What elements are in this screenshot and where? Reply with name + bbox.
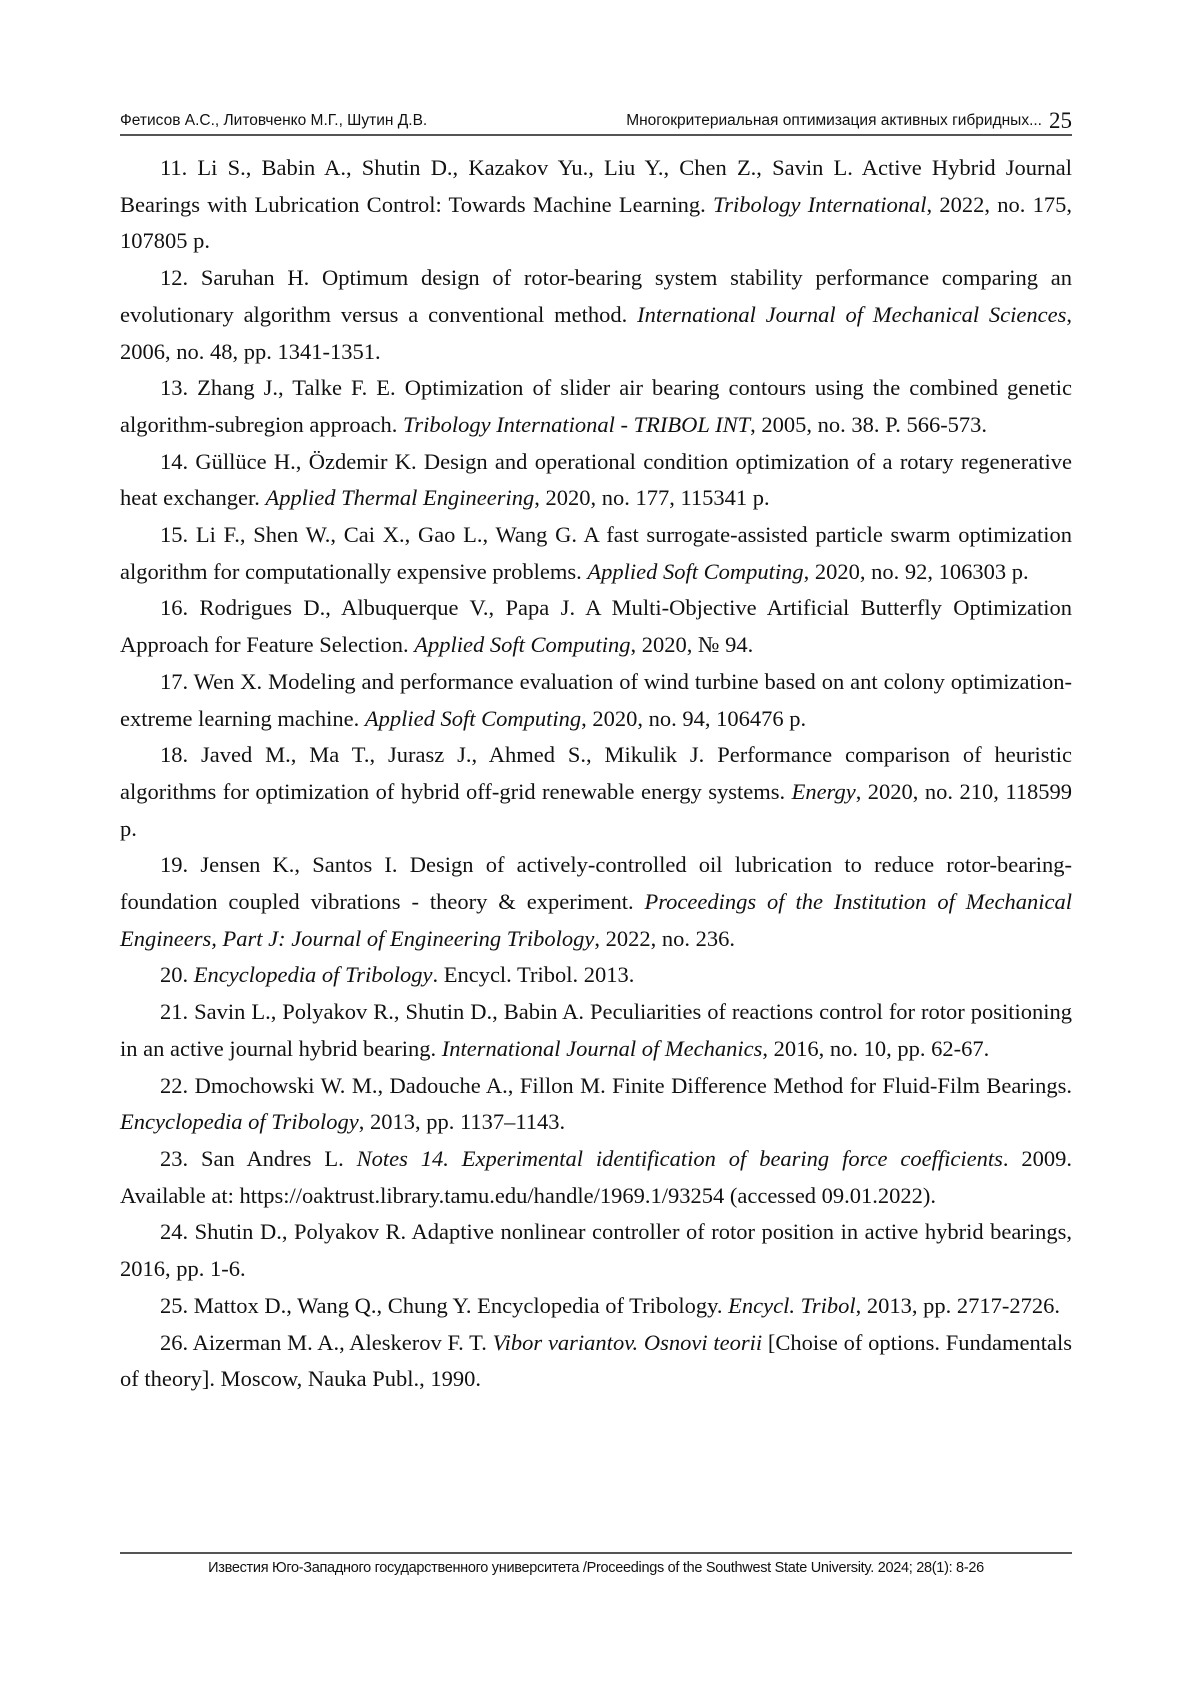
reference-source: Encyclopedia of Tribology xyxy=(194,962,433,987)
reference-source: Vibor variantov. Osnovi teorii xyxy=(493,1330,763,1355)
reference-text: 26. Aizerman M. A., Aleskerov F. T. xyxy=(160,1330,493,1355)
reference-item xyxy=(120,1214,1072,1287)
reference-text: , 2020, № 94. xyxy=(631,632,754,657)
reference-item xyxy=(120,994,1072,1067)
footer-divider xyxy=(120,1552,1072,1554)
reference-text: 20. xyxy=(160,962,194,987)
reference-source: Encyclopedia of Tribology xyxy=(120,1109,359,1134)
reference-item xyxy=(120,444,1072,517)
reference-list xyxy=(120,150,1072,1398)
reference-source: Encycl. Tribol xyxy=(728,1293,856,1318)
header-authors: Фетисов А.С., Литовченко М.Г., Шутин Д.В. xyxy=(120,112,427,130)
running-header xyxy=(120,110,1072,132)
reference-text: , 2013, pp. 1137–1143. xyxy=(359,1109,565,1134)
header-title: Многокритериальная оптимизация активных гибридных... xyxy=(626,112,1042,130)
reference-text: 17. Wen X. Modeling and performance evaluation of wind turbine based on ant colony optimization-extreme learning machine. xyxy=(120,669,1072,731)
reference-text: , 2013, pp. 2717-2726. xyxy=(856,1293,1060,1318)
reference-item xyxy=(120,1141,1072,1214)
reference-source: Notes 14. Experimental identification of bearing force coefficients xyxy=(357,1146,1003,1171)
reference-text: , 2020, no. 92, 106303 p. xyxy=(804,559,1029,584)
reference-source: International Journal of Mechanics xyxy=(442,1036,763,1061)
reference-item xyxy=(120,957,1072,994)
reference-text: 22. Dmochowski W. M., Dadouche A., Fillon M. Finite Difference Method for Fluid-Film Bearings. xyxy=(160,1073,1072,1098)
reference-text: [Choise of options. Fundamentals of theory]. Moscow, Nauka Publ., 1990. xyxy=(120,1330,1072,1392)
reference-text: , 2020, no. 210, 118599 p. xyxy=(120,779,1072,841)
reference-item xyxy=(120,260,1072,370)
reference-source: Tribology International xyxy=(713,192,927,217)
reference-text: 11. Li S., Babin A., Shutin D., Kazakov Yu., Liu Y., Chen Z., Savin L. Active Hybrid Journal Bearings with Lubrication Control: Towards Machine Learning. xyxy=(120,155,1072,217)
reference-text: , 2022, no. 236. xyxy=(594,926,735,951)
reference-text: 16. Rodrigues D., Albuquerque V., Papa J. A Multi-Objective Artificial Butterfly Optimization Approach for Feature Selection. xyxy=(120,595,1072,657)
reference-item xyxy=(120,664,1072,737)
reference-item xyxy=(120,737,1072,847)
reference-text: . 2009. Available at: https://oaktrust.library.tamu.edu/handle/1969.1/93254 (accessed 09.01.2022). xyxy=(120,1146,1072,1208)
reference-source: Applied Soft Computing xyxy=(414,632,630,657)
reference-text: 13. Zhang J., Talke F. E. Optimization of slider air bearing contours using the combined genetic algorithm-subregion approach. xyxy=(120,375,1072,437)
reference-item xyxy=(120,847,1072,957)
journal-footer: Известия Юго-Западного государственного университета /Proceedings of the Southwest State University. 2024; 28(1): 8-26 xyxy=(120,1560,1072,1576)
reference-source: International Journal of Mechanical Sciences xyxy=(637,302,1066,327)
reference-item xyxy=(120,1068,1072,1141)
reference-text: 12. Saruhan H. Optimum design of rotor-bearing system stability performance comparing an evolutionary algorithm versus a conventional method. xyxy=(120,265,1072,327)
page-number: 25 xyxy=(1049,108,1072,134)
reference-source: Applied Soft Computing xyxy=(365,706,581,731)
reference-text: , 2022, no. 175, 107805 p. xyxy=(120,192,1072,254)
reference-text: 23. San Andres L. xyxy=(160,1146,357,1171)
reference-text: 14. Güllüce H., Özdemir K. Design and operational condition optimization of a rotary regenerative heat exchanger. xyxy=(120,449,1072,511)
reference-text: 21. Savin L., Polyakov R., Shutin D., Babin A. Peculiarities of reactions control for rotor positioning in an active journal hybrid bearing. xyxy=(120,999,1072,1061)
header-divider xyxy=(120,134,1072,136)
reference-text: . Encycl. Tribol. 2013. xyxy=(432,962,634,987)
reference-source: Applied Thermal Engineering xyxy=(266,485,535,510)
reference-text: 18. Javed M., Ma T., Jurasz J., Ahmed S., Mikulik J. Performance comparison of heuristic algorithms for optimization of hybrid off-grid renewable energy systems. xyxy=(120,742,1072,804)
reference-text: , 2020, no. 177, 115341 p. xyxy=(534,485,769,510)
reference-text: , 2006, no. 48, pp. 1341-1351. xyxy=(120,302,1072,364)
reference-text: , 2005, no. 38. P. 566-573. xyxy=(750,412,987,437)
reference-item xyxy=(120,517,1072,590)
reference-text: 19. Jensen K., Santos I. Design of actively-controlled oil lubrication to reduce rotor-bearing-foundation coupled vibrations - theory & experiment. xyxy=(120,852,1072,914)
reference-item xyxy=(120,590,1072,663)
reference-item xyxy=(120,370,1072,443)
reference-text: 25. Mattox D., Wang Q., Chung Y. Encyclopedia of Tribology. xyxy=(160,1293,728,1318)
reference-text: 24. Shutin D., Polyakov R. Adaptive nonlinear controller of rotor position in active hybrid bearings, 2016, pp. 1-6. xyxy=(120,1219,1072,1281)
reference-item xyxy=(120,1288,1072,1325)
reference-source: Tribology International - TRIBOL INT xyxy=(403,412,750,437)
reference-text: , 2016, no. 10, pp. 62-67. xyxy=(762,1036,989,1061)
reference-source: Energy xyxy=(792,779,856,804)
reference-source: Proceedings of the Institution of Mechanical Engineers, Part J: Journal of Engineering Tribology xyxy=(120,889,1072,951)
reference-item xyxy=(120,150,1072,260)
reference-source: Applied Soft Computing xyxy=(587,559,803,584)
reference-text: , 2020, no. 94, 106476 p. xyxy=(581,706,806,731)
reference-item xyxy=(120,1325,1072,1398)
reference-text: 15. Li F., Shen W., Cai X., Gao L., Wang G. A fast surrogate-assisted particle swarm optimization algorithm for computationally expensive problems. xyxy=(120,522,1072,584)
